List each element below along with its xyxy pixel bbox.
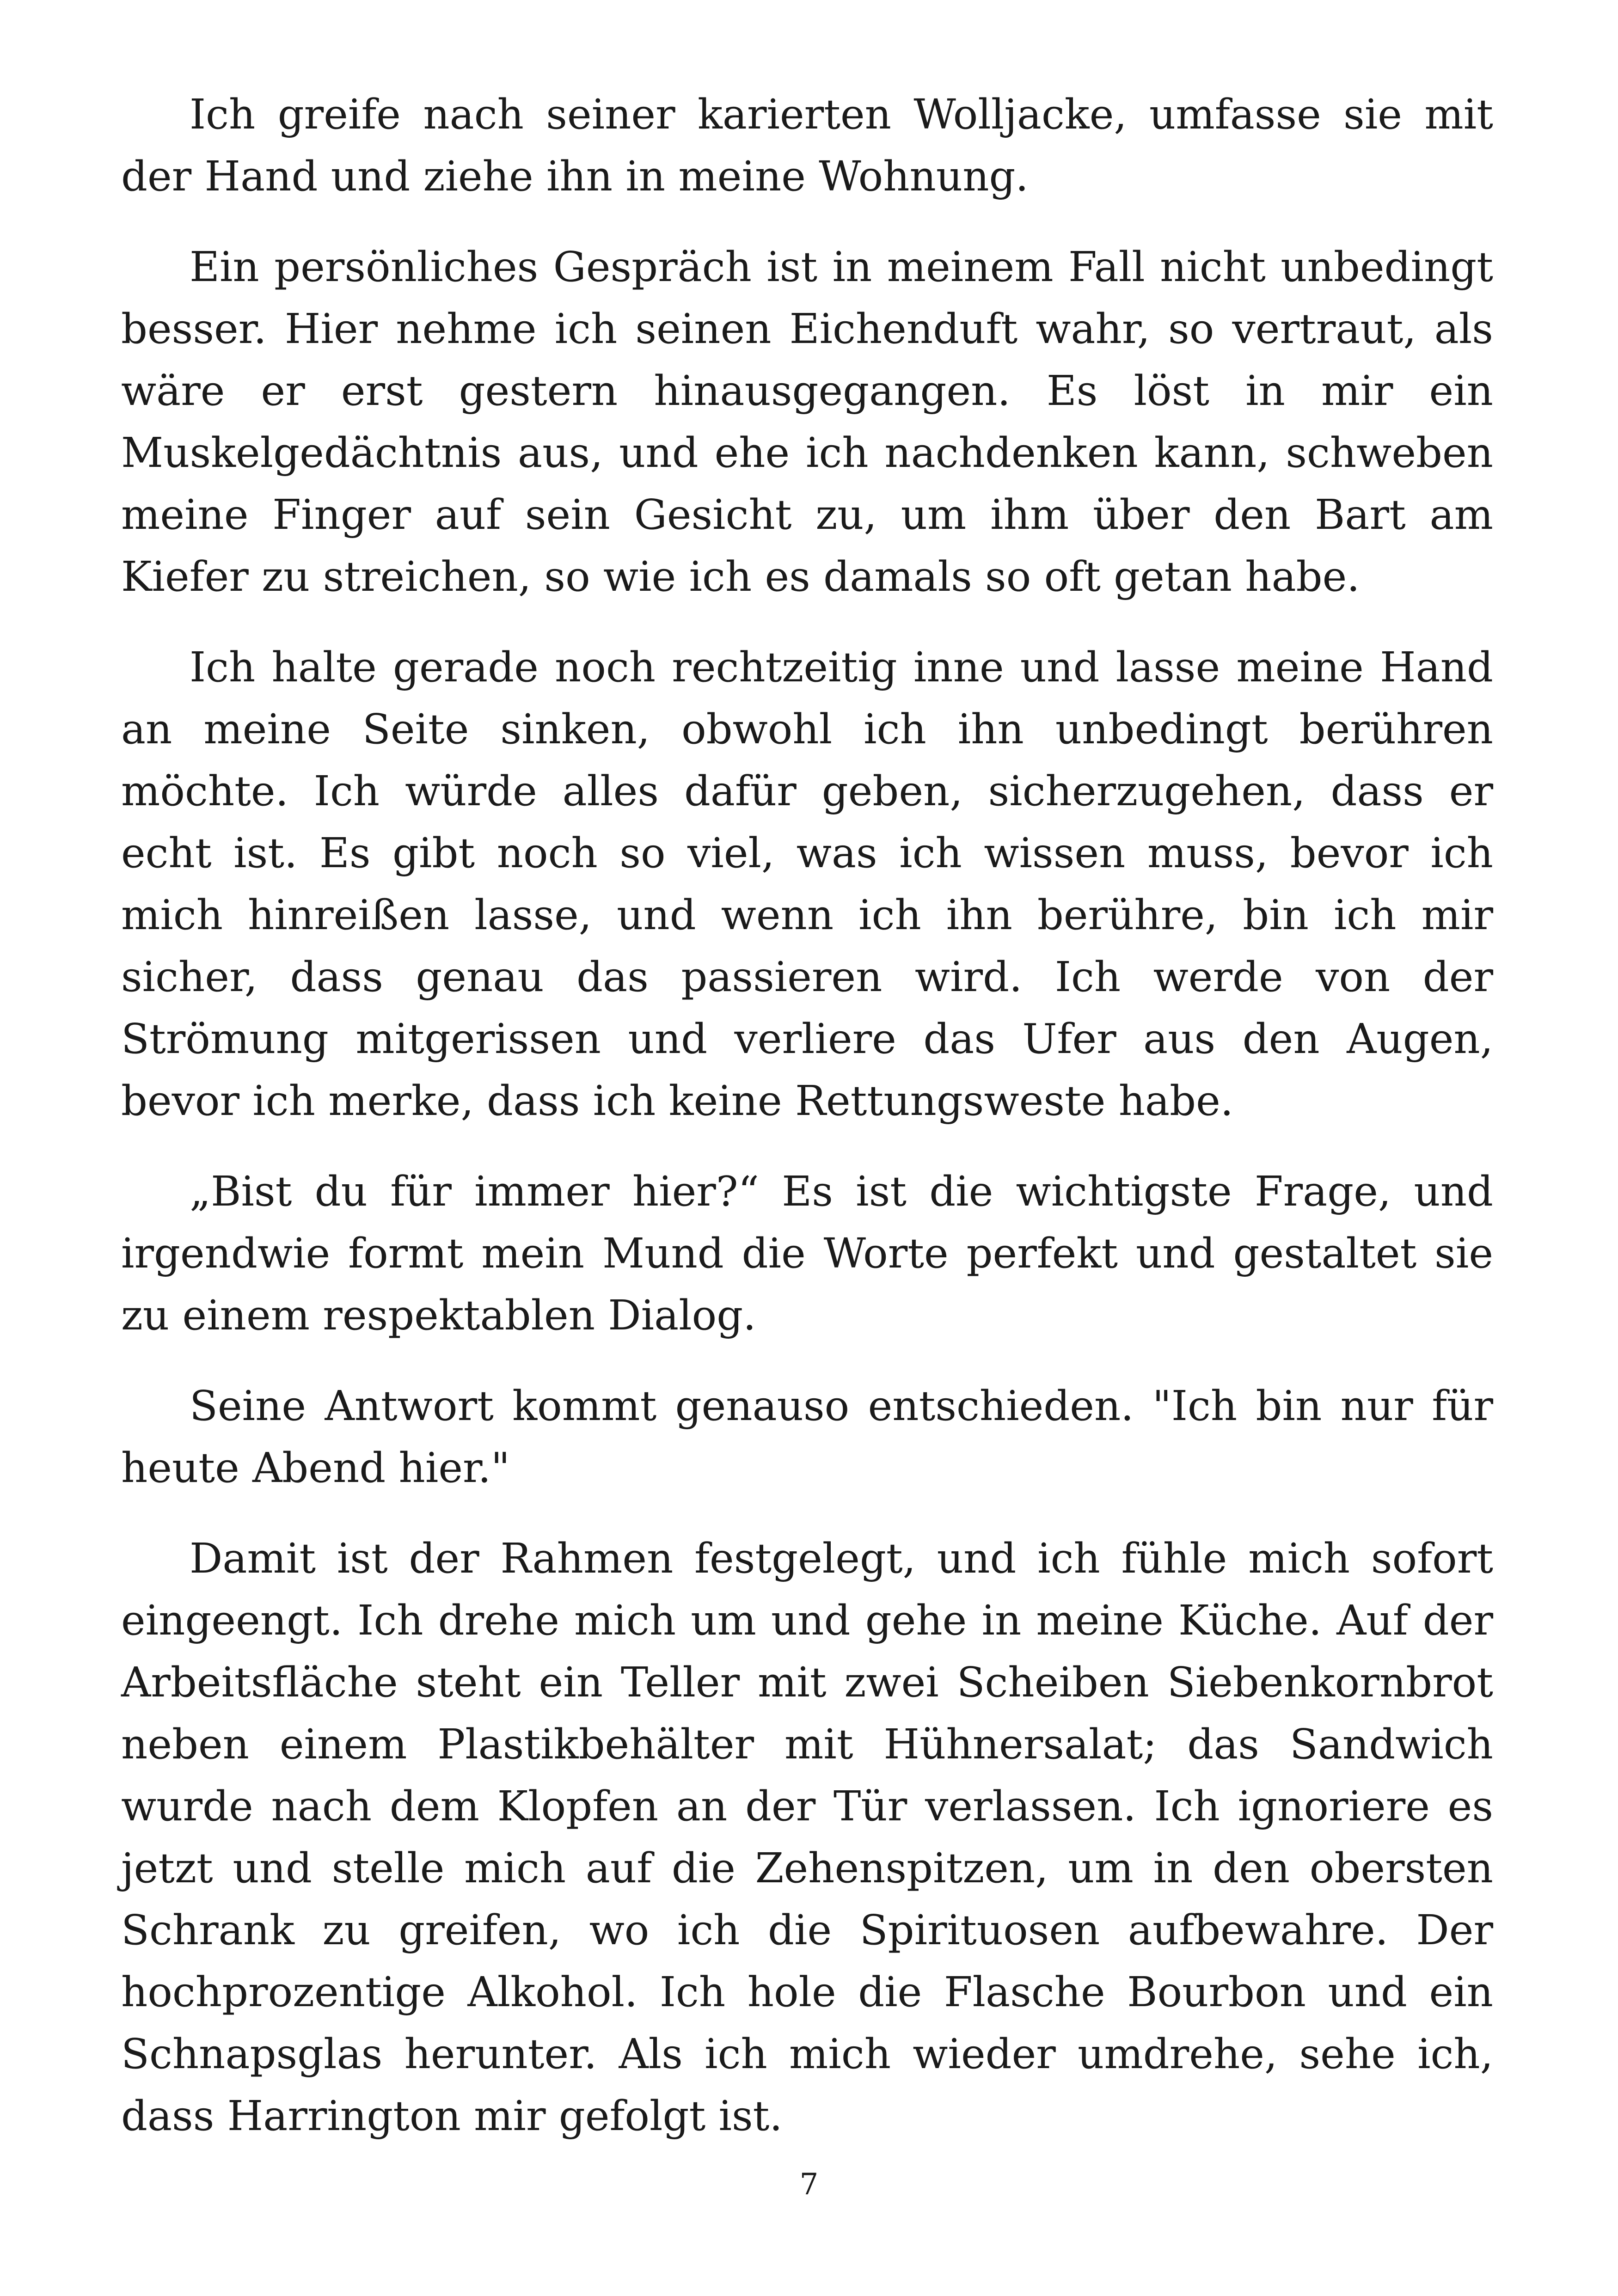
paragraph: Ich greife nach seiner karierten Wolljacke, umfasse sie mit der Hand und ziehe ihn in meine Wohnung. bbox=[121, 90, 1493, 200]
paragraph: Ein persönliches Gespräch ist in meinem Fall nicht unbedingt besser. Hier nehme ich seinen Eichenduft wahr, so vertraut, als wäre er erst gestern hinausgegangen. Es löst in mir ein Muskelgedächtnis aus, und ehe ich nachdenken kann, schweben meine Finger auf sein Gesicht zu, um ihm über den Bart am Kiefer zu streichen, so wie ich es damals so oft getan habe. bbox=[121, 243, 1493, 600]
paragraph: Ich halte gerade noch rechtzeitig inne und lasse meine Hand an meine Seite sinken, obwohl ich ihn unbedingt berühren möchte. Ich würde alles dafür geben, sicherzugehen, dass er echt ist. Es gibt noch so viel, was ich wissen muss, bevor ich mich hinreißen lasse, und wenn ich ihn berühre, bin ich mir sicher, dass genau das passieren wird. Ich werde von der Strömung mitgerissen und verliere das Ufer aus den Augen, bevor ich merke, dass ich keine Rettungsweste habe. bbox=[121, 643, 1493, 1125]
page-number: 7 bbox=[799, 2167, 819, 2202]
paragraph: Damit ist der Rahmen festgelegt, und ich fühle mich sofort eingeengt. Ich drehe mich um und gehe in meine Küche. Auf der Arbeitsfläche steht ein Teller mit zwei Scheiben Siebenkornbrot neben einem Plastikbehälter mit Hühnersalat; das Sandwich wurde nach dem Klopfen an der Tür verlassen. Ich ignoriere es jetzt und stelle mich auf die Zehenspitzen, um in den obersten Schrank zu greifen, wo ich die Spirituosen aufbewahre. Der hochprozentige Alkohol. Ich hole die Flasche Bourbon und ein Schnapsglas herunter. Als ich mich wieder umdrehe, sehe ich, dass Harrington mir gefolgt ist. bbox=[121, 1534, 1493, 2140]
paragraph: „Bist du für immer hier?“ Es ist die wichtigste Frage, und irgendwie formt mein Mund die Worte perfekt und gestaltet sie zu einem respektablen Dialog. bbox=[121, 1167, 1493, 1339]
body-text bbox=[121, 83, 1493, 2175]
paragraph: Seine Antwort kommt genauso entschieden. "Ich bin nur für heute Abend hier." bbox=[121, 1382, 1493, 1492]
